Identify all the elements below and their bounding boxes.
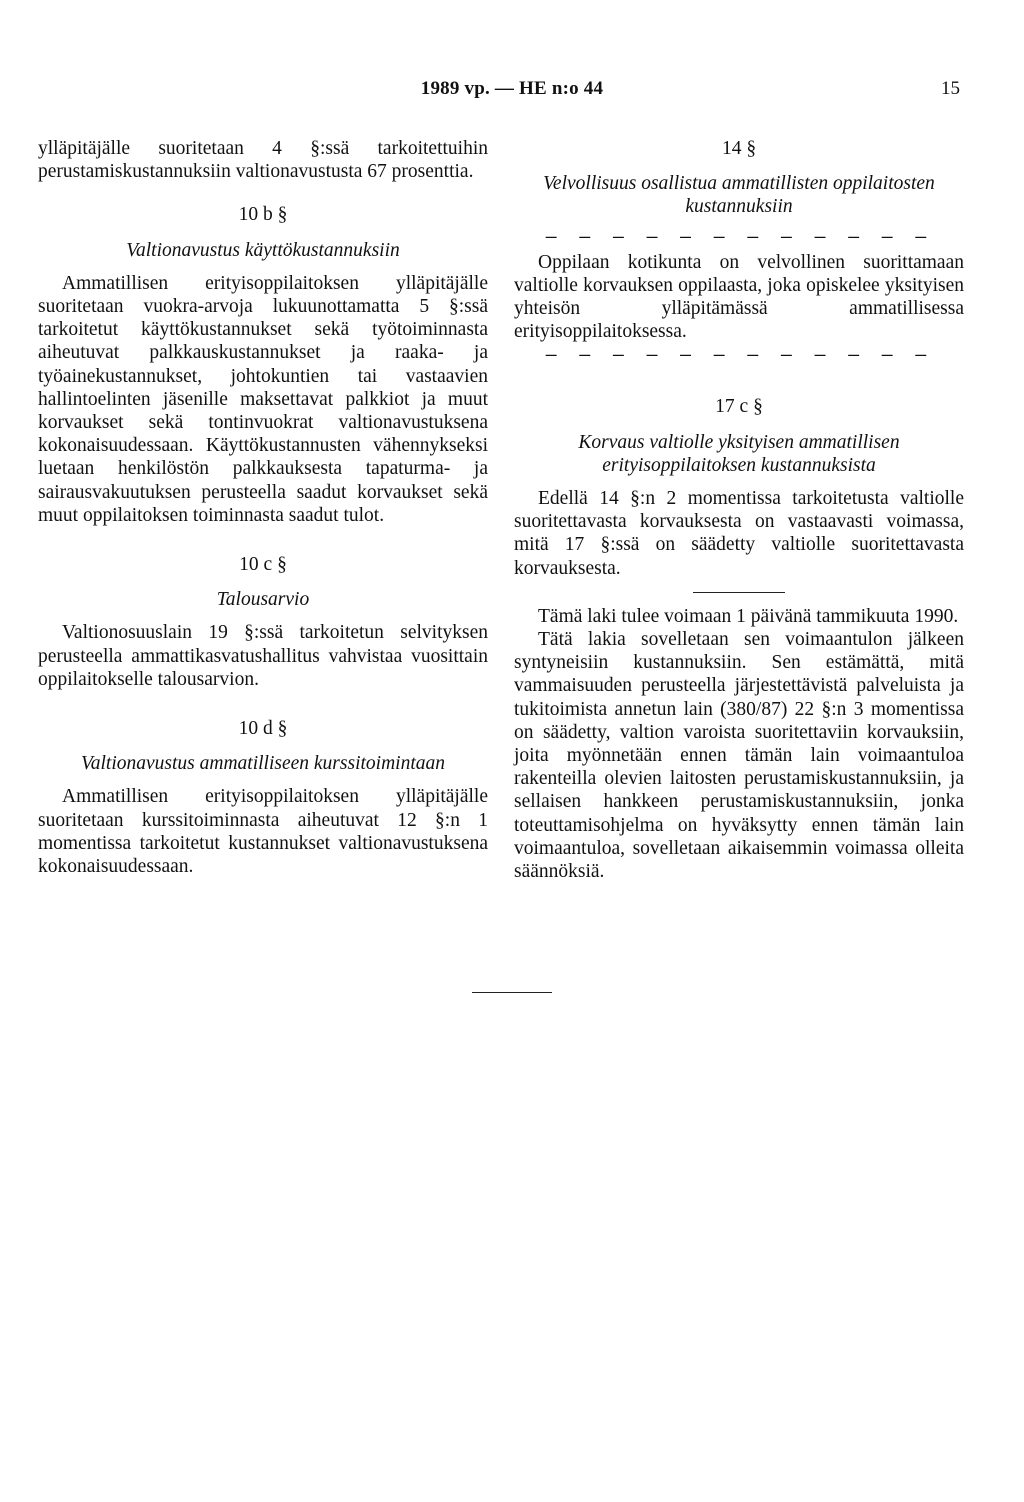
section-10d-title: Valtionavustus ammatilliseen kurssitoimintaan bbox=[81, 753, 445, 775]
section-14-title: Velvollisuus osallistua ammatillisten oppilaitosten kustannuksiin bbox=[543, 173, 935, 218]
omission-dashes-top: — — — — — — — — — — — — bbox=[545, 228, 933, 247]
document-title: 1989 vp. — HE n:o 44 bbox=[420, 78, 604, 99]
section-14-number: 14 § bbox=[721, 138, 757, 159]
intro-paragraph: ylläpitäjälle suoritetaan 4 §:ssä tarkoitettuihin perustamiskustannuksiin valtionavustusta 67 prosenttia. bbox=[38, 138, 488, 183]
section-10c-text: Valtionosuuslain 19 §:ssä tarkoitetun selvityksen perusteella ammattikasvatushallitus vahvistaa vuosittain oppilaitokselle talousarvion. bbox=[38, 622, 488, 690]
section-10b-text: Ammatillisen erityisoppilaitoksen ylläpitäjälle suoritetaan vuokra-arvoja lukuunottamatta 5 §:ssä tarkoitetut käyttökustannukset sekä työtoiminnasta aiheutuvat palkkauskustannukset ja raaka- ja työainekustannukset, johtokuntien tai vastaavien hallintoelinten jäsenille maksettavat palkkiot ja muut korvaukset sekä tontinvuokrat valtionavustuksena kokonaisuudessaan. Käyttökustannusten vähennykseksi luetaan henkilöstön palkkauksesta tapaturma- ja sairausvakuutuksen perusteella saadut korvaukset sekä muut oppilaitoksen toiminnasta saadut tulot. bbox=[38, 272, 488, 526]
page-number: 15 bbox=[941, 78, 960, 99]
section-14-text: Oppilaan kotikunta on velvollinen suorittamaan valtiolle korvauksen oppilaasta, joka opiskelee yksityisen yhteisön ylläpitämässä ammatillisessa erityisoppilaitoksessa. bbox=[514, 251, 964, 343]
right-column bbox=[514, 137, 964, 883]
section-17c-number: 17 c § bbox=[715, 396, 763, 418]
closing-paragraph-transition: Tätä lakia sovelletaan sen voimaantulon jälkeen syntyneisiin kustannuksiin. Sen estämättä, mitä vammaisuuden perusteella järjestettävistä palveluista ja tukitoimista annetun lain (380/87) 22 §:n 3 momentissa on säädetty, valtion varoista suoritettaviin korvauksiin, joita myönnetään ennen tämän lain voimaantuloa rakenteilla olevien laitosten perustamiskustannuksiin, ja sellaisen hankkeen perustamiskustannuksiin, jonka toteuttamisohjelma on hyväksytty ennen tämän lain voimaantuloa, sovelletaan aikaisemmin voimassa olleita säännöksiä. bbox=[514, 629, 964, 883]
left-column bbox=[38, 137, 488, 878]
section-10b-number: 10 b § bbox=[238, 204, 288, 226]
page-header bbox=[0, 78, 1024, 108]
closing-paragraph-effective-date: Tämä laki tulee voimaan 1 päivänä tammikuuta 1990. bbox=[538, 605, 959, 627]
end-rule bbox=[472, 992, 552, 993]
section-17c-text: Edellä 14 §:n 2 momentissa tarkoitetusta valtiolle suoritettavasta korvauksesta on vastaavasti voimassa, mitä 17 §:ssä on säädetty valtiolle suoritettavasta korvauksesta. bbox=[514, 488, 964, 579]
section-17c-title: Korvaus valtiolle yksityisen ammatillisen erityisoppilaitoksen kustannuksista bbox=[578, 431, 900, 476]
section-divider bbox=[693, 592, 785, 593]
section-10b-title: Valtionavustus käyttökustannuksiin bbox=[126, 239, 400, 261]
section-10d-number: 10 d § bbox=[238, 718, 288, 740]
section-10c-title: Talousarvio bbox=[216, 589, 310, 611]
omission-dashes-bottom: — — — — — — — — — — — — bbox=[545, 347, 933, 366]
section-10c-number: 10 c § bbox=[239, 554, 287, 576]
section-10d-text: Ammatillisen erityisoppilaitoksen ylläpitäjälle suoritetaan kurssitoiminnasta aiheutuvat 12 §:n 1 momentissa tarkoitetut kustannukset valtionavustuksena kokonaisuudessaan. bbox=[38, 786, 488, 878]
